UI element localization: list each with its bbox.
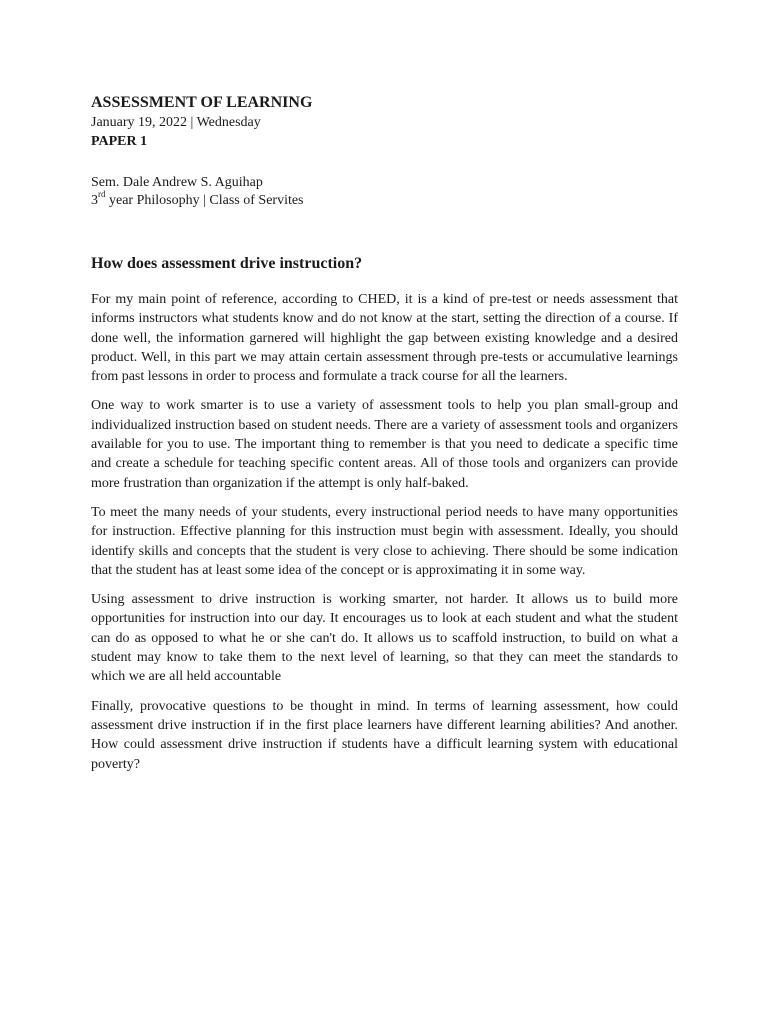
program-text: year Philosophy | Class of Servites xyxy=(105,193,304,208)
author-program xyxy=(91,189,678,210)
body-paragraph-4: Using assessment to drive instruction is working smarter, not harder. It allows us to build more opportunities for instruction into our day. It encourages us to look at each student and what the student can do as opposed to what he or she can't do. It allows us to scaffold instruction, to build on what a student may know to take them to the next level of learning, so that they can meet the standards to which we are all held accountable xyxy=(91,592,678,685)
document-date: January 19, 2022 | Wednesday xyxy=(91,115,261,130)
year-number: 3 xyxy=(91,193,98,208)
document-title: ASSESSMENT OF LEARNING xyxy=(91,94,313,111)
body-paragraph-2: One way to work smarter is to use a variety of assessment tools to help you plan small-group and individualized instruction based on student needs. There are a variety of assessment tools and organizers available for you to use. The important thing to remember is that you need to dedicate a specific time and create a schedule for teaching specific content areas. All of those tools and organizers can provide more frustration than organization if the attempt is only half-baked. xyxy=(91,398,678,491)
body-paragraph-3: To meet the many needs of your students, every instructional period needs to have many opportunities for instruction. Effective planning for this instruction must begin with assessment. Ideally, you should identify skills and concepts that the student is very close to achieving. There should be some indication that the student has at least some idea of the concept or is approximating it in some way. xyxy=(91,504,678,578)
year-suffix: rd xyxy=(98,189,106,200)
paper-label: PAPER 1 xyxy=(91,134,148,149)
question-heading: How does assessment drive instruction? xyxy=(91,255,363,272)
author-block xyxy=(91,174,678,210)
body-paragraph-1: For my main point of reference, according to CHED, it is a kind of pre-test or needs assessment that informs instructors what students know and do not know at the start, setting the direction of a course. If done well, the information garnered will highlight the gap between existing knowledge and a desired product. Well, in this part we may attain certain assessment through pre-tests or accumulative learnings from past lessons in order to process and formulate a track course for all the learners. xyxy=(91,292,678,385)
document-page xyxy=(91,92,678,774)
body-paragraph-5: Finally, provocative questions to be thought in mind. In terms of learning assessment, how could assessment drive instruction if in the first place learners have different learning abilities? And another. How could assessment drive instruction if students have a difficult learning system with educational poverty? xyxy=(91,698,678,772)
author-name: Sem. Dale Andrew S. Aguihap xyxy=(91,175,263,190)
